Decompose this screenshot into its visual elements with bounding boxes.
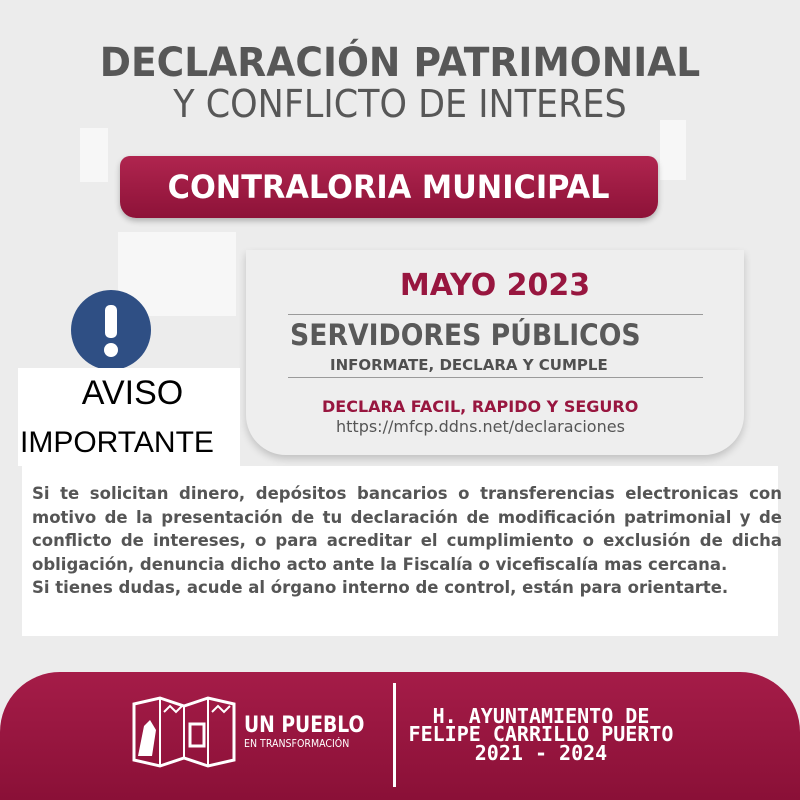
municipal-logo-icon [130, 696, 238, 768]
notice-text [32, 482, 782, 600]
notice-paragraph: Si te solicitan dinero, depósitos bancarios o transferencias electronicas con motivo de la presentación de tu declaración de modificación patrimonial y de conflicto de intereses, o para acreditar el cumplimiento o exclusión de dicha obligación, denuncia dicho acto ante la Fiscalía o vicefiscalía mas cercana. [32, 484, 782, 574]
tagline: INFORMATE, DECLARA Y CUMPLE [330, 356, 608, 374]
banner-label: CONTRALORIA MUNICIPAL [168, 168, 610, 206]
notice-label-aviso: AVISO [81, 374, 184, 412]
page-title-line2: Y CONFLICTO DE INTERES [173, 82, 627, 126]
exclamation-circle-icon [71, 290, 151, 370]
background-patch [660, 120, 686, 180]
divider-bottom [288, 377, 703, 378]
page-title-line1: DECLARACIÓN PATRIMONIAL [99, 40, 701, 86]
notice-label-importante: IMPORTANTE [20, 426, 214, 459]
notice-paragraph: Si tienes dudas, acude al órgano interno de control, están para orientarte. [32, 578, 729, 597]
divider-top [288, 314, 703, 315]
declaration-link[interactable]: https://mfcp.ddns.net/declaraciones [336, 417, 625, 436]
logo-subtitle: EN TRANSFORMACIÓN [244, 738, 350, 750]
month-label: MAYO 2023 [399, 268, 591, 303]
slogan: DECLARA FACIL, RAPIDO Y SEGURO [322, 397, 639, 416]
department-banner [120, 156, 658, 218]
background-patch [80, 128, 108, 182]
org-name-line2: FELIPE CARRILLO PUERTO [408, 722, 674, 746]
audience-label: SERVIDORES PÚBLICOS [290, 318, 641, 352]
org-name-line1: H. AYUNTAMIENTO DE [432, 704, 650, 728]
logo-title: UN PUEBLO [244, 713, 365, 738]
org-years: 2021 - 2024 [474, 741, 608, 765]
